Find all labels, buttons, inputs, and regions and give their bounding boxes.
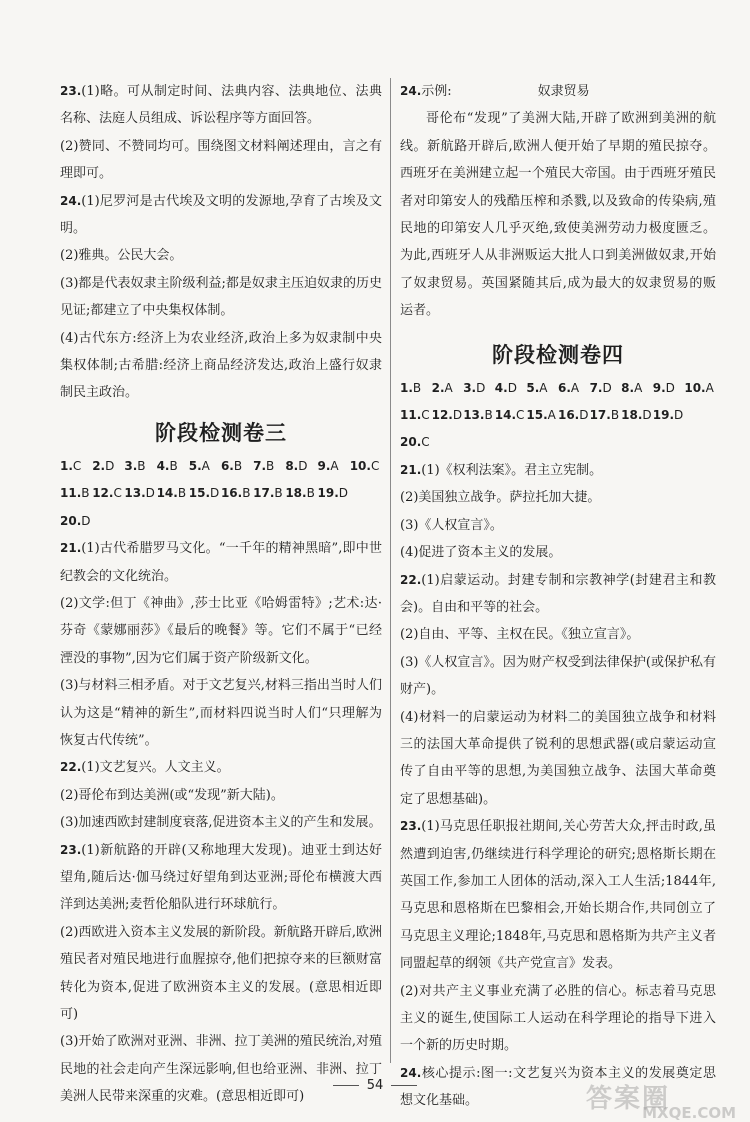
answer-letter: D [674, 408, 684, 423]
answer-item [653, 375, 685, 402]
answer-item [221, 453, 253, 480]
answer-letter: A [444, 380, 453, 395]
answer-letter: B [306, 486, 315, 501]
answer-item [621, 402, 653, 429]
answer-number: 19. [317, 486, 339, 501]
answer-letter: D [105, 458, 115, 473]
answer-number: 15. [188, 486, 211, 501]
answer-number: 2. [431, 380, 445, 395]
answer-item [60, 480, 92, 507]
question-23b-part-3: (3)开始了欧洲对亚洲、非洲、拉丁美洲的殖民统治,对殖民地的社会走向产生深远影响,但也给亚洲、非洲、拉丁美洲人民带来深重的灾难。(意思相近即可) [60, 1034, 382, 1105]
answer-letter: D [210, 486, 220, 501]
question-r21-part-3: (3)《人权宣言》。 [400, 517, 503, 533]
answer-letter: A [634, 380, 643, 395]
answer-item [400, 375, 432, 402]
answer-item [285, 480, 317, 507]
answer-letter: A [201, 458, 210, 473]
answer-item [495, 375, 527, 402]
example-title: 奴隶贸易 [537, 84, 590, 99]
watermark [586, 1078, 736, 1122]
answer-letter: C [421, 408, 430, 423]
answer-item [432, 375, 464, 402]
answer-item [590, 375, 622, 402]
answer-letter: B [169, 458, 178, 473]
answer-letter: A [705, 380, 714, 395]
watermark-url: MXQE.COM [642, 1104, 736, 1122]
question-r22-part-1: 22.(1)启蒙运动。封建专制和宗教神学(封建君主和教会)。自由和平等的社会。 [400, 572, 716, 615]
question-22-part-1: 22.(1)文艺复兴。人文主义。 [60, 760, 230, 776]
answer-row-4-1 [400, 375, 716, 402]
question-r22-part-3: (3)《人权宣言》。因为财产权受到法律保护(或保护私有财产)。 [400, 654, 716, 698]
answer-item [526, 402, 558, 429]
question-24-part-3: (3)都是代表奴隶主阶级利益;都是奴隶主压迫奴隶的历史见证;都建立了中央集权体制。 [60, 275, 382, 319]
answer-number: 14. [494, 408, 517, 423]
footer-dash-left [333, 1085, 359, 1086]
question-24-example-head: 24. 示例: 奴隶贸易 [400, 78, 716, 105]
answer-item [558, 375, 590, 402]
answer-letter: B [412, 380, 422, 395]
question-23-part-1: 23.(1)略。可从制定时间、法典内容、法典地位、法典名称、法庭人员组成、诉讼程序等方面回答。 [60, 84, 382, 127]
answer-number: 9. [317, 458, 331, 473]
answer-row-3-3 [60, 508, 382, 535]
answer-number: 6. [220, 458, 234, 473]
question-r24-part-1: 24.核心提示:图一:文艺复兴为资本主义的发展奠定思想文化基础。 [400, 1065, 716, 1109]
answer-item [318, 453, 350, 480]
answer-letter: D [338, 486, 349, 501]
page-number: 54 [366, 1078, 384, 1093]
question-r22-part-2: (2)自由、平等、主权在民。《独立宣言》。 [400, 627, 640, 643]
answer-number: 5. [188, 458, 202, 473]
answer-item [189, 453, 221, 480]
answer-item [684, 375, 716, 402]
answer-letter: B [242, 486, 251, 501]
answer-item [189, 480, 221, 507]
answer-number: 16. [557, 408, 580, 423]
answer-letter: D [145, 486, 155, 501]
answer-letter: A [330, 458, 339, 473]
answer-letter: A [547, 408, 556, 423]
answer-letter: B [233, 458, 243, 473]
answer-letter: D [81, 513, 91, 528]
question-21-part-2: (2)文学:但丁《神曲》,莎士比亚《哈姆雷特》;艺术:达·芬奇《蒙娜丽莎》《最后的晚餐》等。它们不属于“已经湮没的事物”,因为它们属于资产阶级新文化。 [60, 595, 382, 666]
answer-number: 4. [494, 380, 508, 395]
answer-letter: A [539, 380, 548, 395]
answer-number: 16. [220, 486, 243, 501]
question-22-part-2: (2)哥伦布到达美洲(或“发现”新大陆)。 [60, 787, 284, 803]
answer-item [157, 453, 189, 480]
answer-number: 8. [621, 380, 635, 395]
question-24-part-2: (2)雅典。公民大会。 [60, 248, 183, 264]
question-r21-part-2: (2)美国独立战争。萨拉托加大捷。 [400, 490, 601, 506]
answer-item [526, 375, 558, 402]
answer-item [463, 375, 495, 402]
answer-item [60, 453, 92, 480]
answer-number: 20. [60, 513, 82, 528]
answer-number: 4. [156, 458, 170, 473]
answer-number: 10. [684, 380, 706, 395]
answer-number: 11. [400, 408, 422, 423]
answer-letter: C [113, 486, 122, 501]
answer-letter: D [476, 380, 486, 395]
watermark-logo: 答案圈 [586, 1084, 671, 1114]
answer-item [124, 453, 156, 480]
answer-number: 10. [349, 458, 371, 473]
answer-item [400, 429, 432, 456]
answer-number: 1. [400, 380, 413, 395]
answer-number: 9. [652, 380, 666, 395]
answer-item [92, 480, 124, 507]
answer-number: 18. [285, 486, 307, 501]
answer-number: 20. [400, 435, 422, 450]
question-23b-part-1: 23.(1)新航路的开辟(又称地理大发现)。迪亚士到达好望角,随后达·伽马绕过好望角到达亚洲;哥伦布横渡大西洋到达美洲;麦哲伦船队进行环球航行。 [60, 842, 382, 913]
answer-number: 3. [124, 458, 138, 473]
answer-letter: B [274, 486, 283, 501]
question-r23-part-1: 23.(1)马克思任职报社期间,关心劳苦大众,抨击时政,虽然遭到迫害,仍继续进行科学理论的研究;恩格斯长期在英国工作,参加工人团体的活动,深入工人生活;1844年,马克思和恩格斯在巴黎相会,开始长期合作,共同创立了马克思主义理论;1848年,马克思和恩格斯为共产主义者同盟起草的纲领《共产党宣言》发表。 [400, 819, 716, 972]
question-r22-part-4: (4)材料一的启蒙运动为材料二的美国独立战争和材料三的法国大革命提供了锐利的思想武器(或启蒙运动宣传了自由平等的思想,为美国独立战争、法国大革命奠定了思想基础)。 [400, 709, 716, 807]
answer-letter: B [137, 458, 146, 473]
answer-row-3-1 [60, 453, 382, 480]
answer-letter: B [484, 408, 493, 423]
answer-item [558, 402, 590, 429]
right-column [400, 78, 716, 1115]
answer-letter: B [610, 408, 620, 423]
answer-number: 17. [253, 486, 275, 501]
question-21-part-1: 21.(1)古代希腊罗马文化。“一千年的精神黑暗”,即中世纪教会的文化统治。 [60, 541, 382, 584]
question-22-part-3: (3)加速西欧封建制度衰落,促进资本主义的产生和发展。 [60, 815, 382, 831]
answer-row-3-2 [60, 480, 382, 507]
question-24-part-4: (4)古代东方:经济上为农业经济,政治上多为奴隶制中央集权体制;古希腊:经济上商品经济发达,政治上盛行奴隶制民主政治。 [60, 330, 382, 401]
answer-number: 15. [526, 408, 548, 423]
answer-number: 7. [589, 380, 603, 395]
answer-number: 17. [589, 408, 611, 423]
answer-item [92, 453, 124, 480]
question-23-part-2: (2)赞同、不赞同均可。围绕图文材料阐述理由，言之有理即可。 [60, 138, 382, 182]
answer-letter: D [452, 408, 463, 423]
question-r23-part-2: (2)对共产主义事业充满了必胜的信心。标志着马克思主义的诞生,使国际工人运动在科学理论的指导下进入一个新的历史时期。 [400, 983, 716, 1054]
answer-row-4-2 [400, 402, 716, 429]
answer-item [495, 402, 527, 429]
answer-row-4-3 [400, 429, 716, 456]
question-r21-part-1: 21.(1)《权利法案》。君主立宪制。 [400, 462, 603, 478]
answer-number: 7. [253, 458, 267, 473]
answer-letter: C [516, 408, 525, 423]
answer-letter: D [579, 408, 589, 423]
answer-number: 13. [124, 486, 146, 501]
answer-item [590, 402, 622, 429]
answer-letter: D [602, 380, 612, 395]
question-24-example-body: 哥伦布“发现”了美洲大陆,开辟了欧洲到美洲的航线。新航路开辟后,欧洲人便开始了早期的殖民掠夺。西班牙在美洲建立起一个殖民大帝国。由于西班牙殖民者对印第安人的残酷压榨和杀戮,以及致命的传染病,殖民地的印第安人几乎灭绝,致使美洲劳动力极度匮乏。为此,西班牙人从非洲贩运大批人口到美洲做奴隶,开始了奴隶贸易。英国紧随其后,成为最大的奴隶贸易的贩运者。 [400, 111, 716, 319]
answer-number: 12. [431, 408, 453, 423]
answer-item [621, 375, 653, 402]
answer-item [400, 402, 432, 429]
section-3-title: 阶段检测卷三 [155, 420, 287, 445]
answer-item [60, 508, 92, 535]
left-column [60, 78, 382, 1111]
answer-item [653, 402, 685, 429]
answer-letter: D [298, 458, 308, 473]
section-4-title: 阶段检测卷四 [492, 342, 624, 367]
answer-number: 2. [92, 458, 106, 473]
answer-number: 8. [285, 458, 299, 473]
answer-letter: A [570, 380, 580, 395]
answer-item [432, 402, 464, 429]
answer-number: 11. [60, 486, 82, 501]
answer-letter: D [507, 380, 517, 395]
answer-item [350, 453, 382, 480]
question-23b-part-2: (2)西欧进入资本主义发展的新阶段。新航路开辟后,欧洲殖民者对殖民地进行血腥掠夺,他们把掠夺来的巨额财富转化为资本,促进了欧洲资本主义的发展。(意思相近即可) [60, 924, 382, 1022]
answer-letter: C [72, 458, 82, 473]
footer-dash-right [391, 1085, 417, 1086]
question-21-part-3: (3)与材料三相矛盾。对于文艺复兴,材料三指出当时人们认为这是“精神的新生”,而材料四说当时人们“只理解为恢复古代传统”。 [60, 678, 382, 748]
answer-number: 18. [621, 408, 643, 423]
answer-item [221, 480, 253, 507]
answer-item [318, 480, 350, 507]
answer-item [463, 402, 495, 429]
answer-number: 5. [526, 380, 540, 395]
answer-letter: B [81, 486, 90, 501]
answer-number: 19. [652, 408, 675, 423]
answer-number: 14. [156, 486, 178, 501]
answer-item [285, 453, 317, 480]
answer-item [157, 480, 189, 507]
answer-letter: D [642, 408, 652, 423]
answer-letter: B [266, 458, 275, 473]
answer-number: 12. [92, 486, 114, 501]
column-divider [390, 78, 391, 1063]
answer-item [253, 480, 285, 507]
question-24-part-1: 24.(1)尼罗河是古代埃及文明的发源地,孕育了古埃及文明。 [60, 193, 382, 237]
answer-letter: D [665, 380, 675, 395]
answer-number: 6. [557, 380, 571, 395]
answer-letter: C [370, 458, 380, 473]
answer-number: 13. [463, 408, 485, 423]
answer-item [253, 453, 285, 480]
answer-number: 1. [60, 458, 73, 473]
answer-item [124, 480, 156, 507]
question-r21-part-4: (4)促进了资本主义的发展。 [400, 545, 562, 561]
answer-letter: C [421, 435, 430, 450]
answer-number: 3. [463, 380, 477, 395]
answer-letter: B [177, 486, 187, 501]
